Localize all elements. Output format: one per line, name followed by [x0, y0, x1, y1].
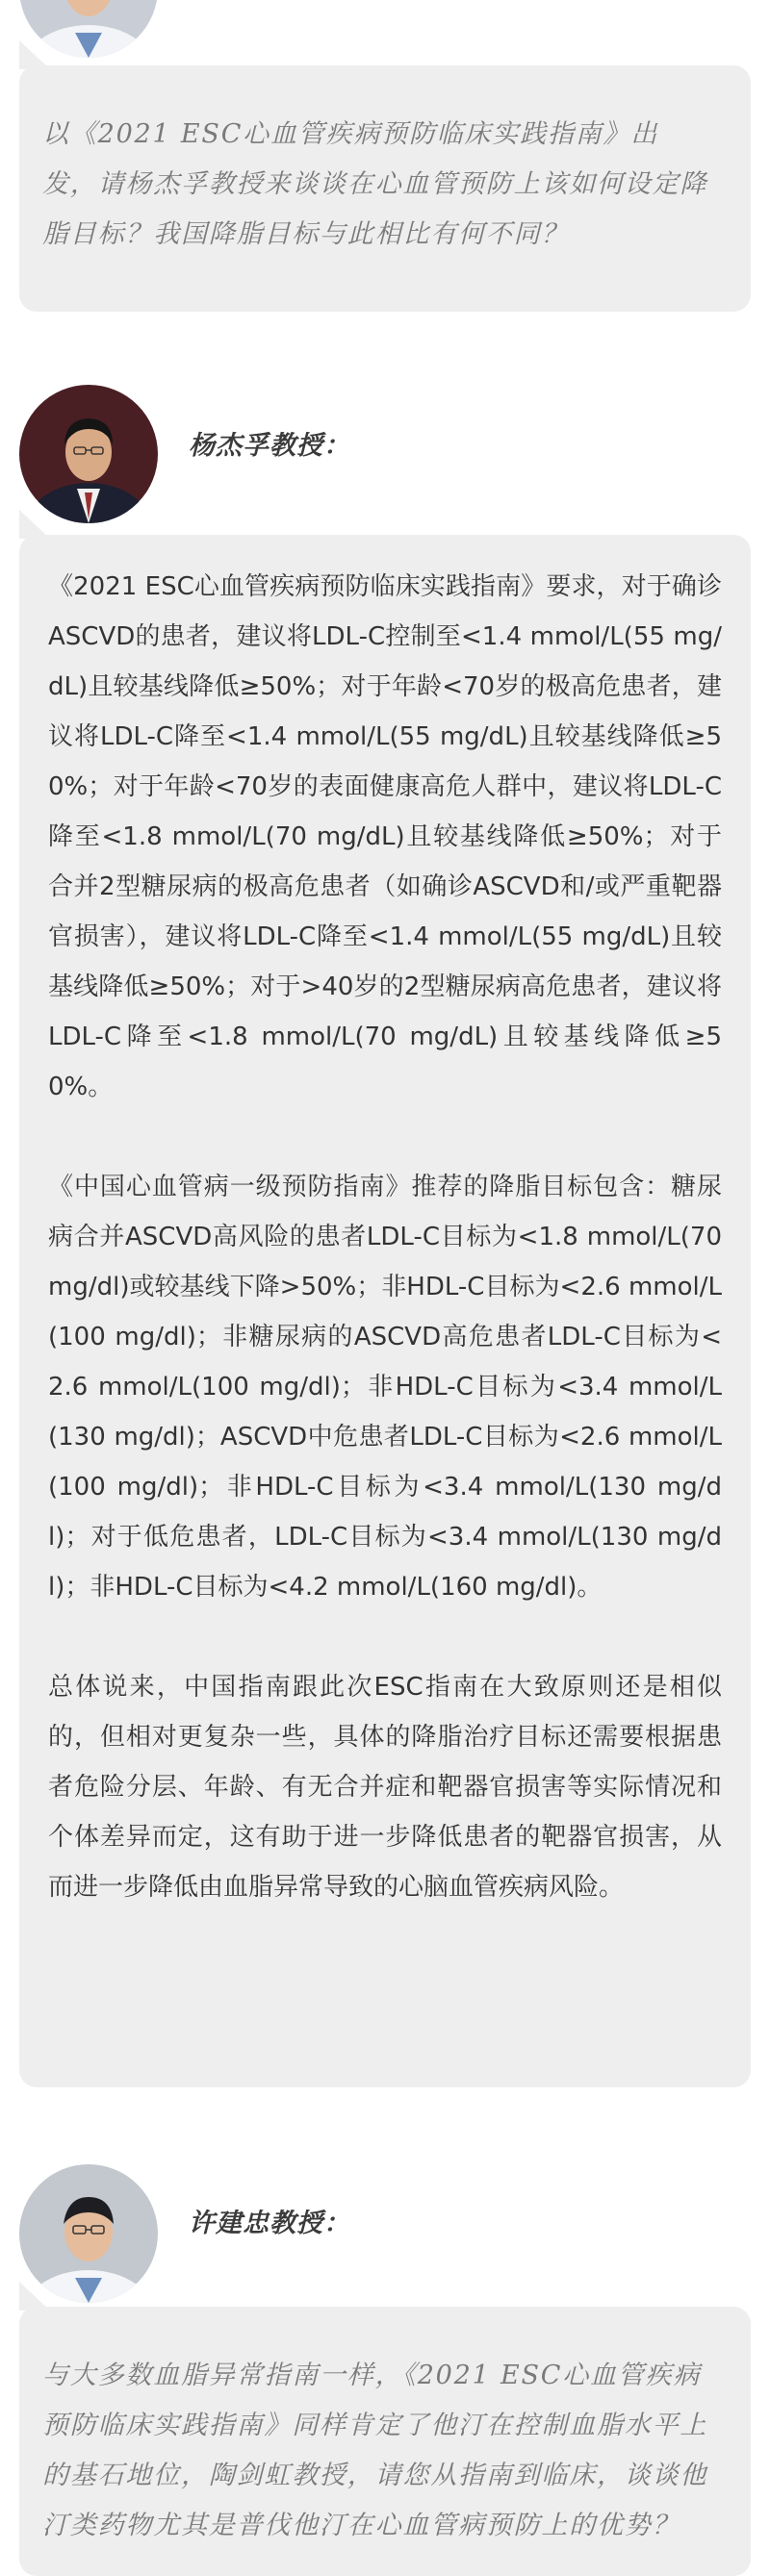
answer-paragraph-2: 《中国心血管病一级预防指南》推荐的降脂目标包含：糖尿病合并ASCVD高风险的患者LDL-C目标为<1.8 mmol/L(70 mg/dl)或较基线下降>50%；非HDL-C目标为<2.6 mmol/L(100 mg/dl)；非糖尿病的ASCVD高危患者LDL-C目标为<2.6 mmol/L(100 mg/dl)；非HDL-C目标为<3.4 mmol/L(130 mg/dl)；ASCVD中危患者LDL-C目标为<2.6 mmol/L(100 mg/dl)；非HDL-C目标为<3.4 mmol/L(130 mg/dl)；对于低危患者，LDL-C目标为<3.4 mmol/L(130 mg/dl)；非HDL-C目标为<4.2 mmol/L(160 mg/dl)。 [48, 1173, 722, 1602]
question-bubble-1 [19, 65, 751, 312]
question-bubble-2 [19, 2307, 751, 2576]
answer-paragraph-1: 《2021 ESC心血管疾病预防临床实践指南》要求，对于确诊ASCVD的患者，建议将LDL-C控制至<1.4 mmol/L(55 mg/dL)且较基线降低≥50%；对于年龄<70岁的极高危患者，建议将LDL-C降至<1.4 mmol/L(55 mg/dL)且较基线降低≥50%；对于年龄<70岁的表面健康高危人群中，建议将LDL-C降至<1.8 mmol/L(70 mg/dL)且较基线降低≥50%；对于合并2型糖尿病的极高危患者（如确诊ASCVD和/或严重靶器官损害），建议将LDL-C降至<1.4 mmol/L(55 mg/dL)且较基线降低≥50%；对于>40岁的2型糖尿病高危患者，建议将LDL-C降至<1.8 mmol/L(70 mg/dL)且较基线降低≥50%。 [48, 572, 722, 1101]
question-text-1: 以《2021 ESC心血管疾病预防临床实践指南》出发，请杨杰孚教授来谈谈在心血管预防上该如何设定降脂目标？我国降脂目标与此相比有何不同？ [42, 119, 708, 249]
answer-paragraph-3: 总体说来，中国指南跟此次ESC指南在大致原则还是相似的，但相对更复杂一些，具体的降脂治疗目标还需要根据患者危险分层、年龄、有无合并症和靶器官损害等实际情况和个体差异而定，这有助于进一步降低患者的靶器官损害，从而进一步降低由血脂异常导致的心脑血管疾病风险。 [48, 1673, 722, 1902]
speaker-name-xu: 许建忠教授： [189, 2209, 350, 2238]
question-text-2: 与大多数血脂异常指南一样，《2021 ESC心血管疾病预防临床实践指南》同样肯定了他汀在控制血脂水平上的基石地位，陶剑虹教授，请您从指南到临床，谈谈他汀类药物尤其是普伐他汀在心血管病预防上的优势？ [42, 2361, 708, 2540]
expert-avatar-yang [19, 385, 158, 523]
answer-bubble [19, 535, 751, 2087]
doctor-portrait-icon [19, 385, 158, 523]
speaker-name-yang: 杨杰孚教授： [189, 431, 350, 461]
